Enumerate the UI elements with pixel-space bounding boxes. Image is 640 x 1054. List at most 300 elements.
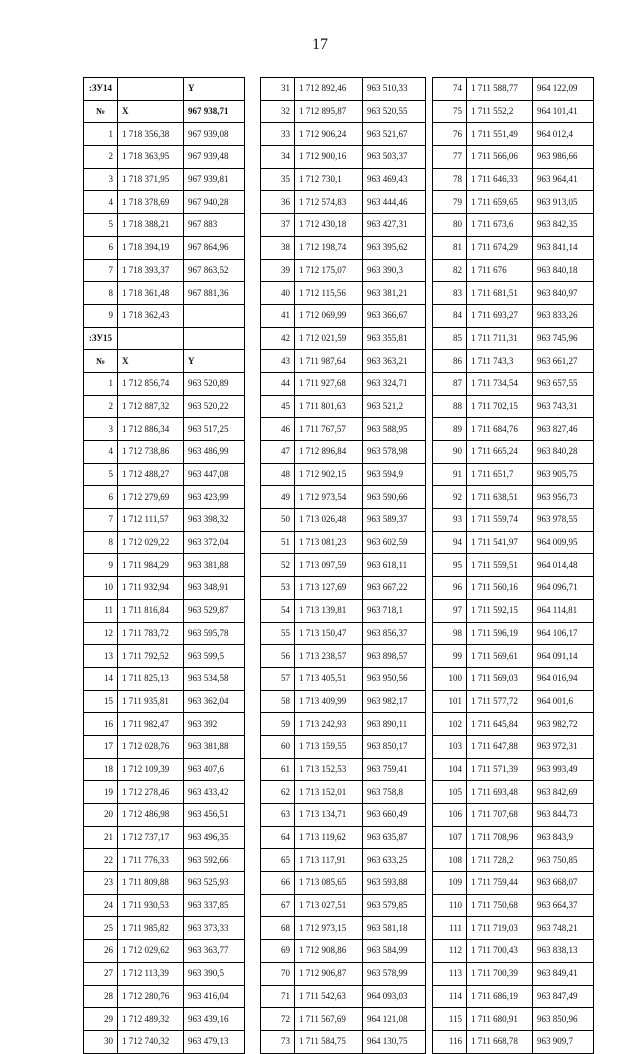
x-coordinate-cell: 1 711 984,29 [118,554,184,577]
point-number-cell: 10 [84,577,118,600]
point-number-cell: 3 [84,168,118,191]
y-coordinate-cell: 964 096,71 [533,577,594,600]
x-coordinate-cell: X [118,100,184,123]
y-coordinate-cell: 964 106,17 [533,622,594,645]
y-coordinate-cell: 967 940,28 [184,191,245,214]
table-row [84,395,245,418]
x-coordinate-cell: 1 711 560,16 [467,577,533,600]
y-coordinate-cell: Y [184,78,245,101]
x-coordinate-cell [118,327,184,350]
table-row [433,713,594,736]
x-coordinate-cell: 1 711 707,68 [467,804,533,827]
point-number-cell: 69 [261,940,295,963]
y-coordinate-cell: 963 890,11 [363,713,426,736]
x-coordinate-cell: 1 711 686,19 [467,985,533,1008]
table-row [261,441,426,464]
point-number-cell: 77 [433,146,467,169]
table-row [84,531,245,554]
point-number-cell: 91 [433,463,467,486]
table-row [84,667,245,690]
x-coordinate-cell: 1 712 738,86 [118,441,184,464]
x-coordinate-cell: 1 711 592,15 [467,599,533,622]
table-row [433,872,594,895]
table-row [433,667,594,690]
y-coordinate-cell: 963 416,04 [184,985,245,1008]
x-coordinate-cell: 1 712 109,39 [118,758,184,781]
point-number-cell: 11 [84,599,118,622]
table-row [433,282,594,305]
y-coordinate-cell: 963 982,72 [533,713,594,736]
x-coordinate-cell: 1 712 111,57 [118,509,184,532]
x-coordinate-cell: 1 713 127,69 [295,577,363,600]
y-coordinate-cell: 963 993,49 [533,758,594,781]
point-number-cell: 46 [261,418,295,441]
table-row [84,781,245,804]
y-coordinate-cell: 963 664,37 [533,894,594,917]
table-row [261,645,426,668]
x-coordinate-cell: 1 713 119,62 [295,826,363,849]
y-coordinate-cell: 963 324,71 [363,372,426,395]
x-coordinate-cell: 1 711 559,74 [467,509,533,532]
y-coordinate-cell: 963 842,69 [533,781,594,804]
point-number-cell: 27 [84,962,118,985]
table-row [261,350,426,373]
y-coordinate-cell: 963 381,21 [363,282,426,305]
point-number-cell: 29 [84,1008,118,1031]
y-coordinate-cell: 963 486,99 [184,441,245,464]
x-coordinate-cell: 1 711 645,84 [467,713,533,736]
table-row [84,463,245,486]
table-row [261,804,426,827]
table-row [433,304,594,327]
y-coordinate-cell: 963 517,25 [184,418,245,441]
point-number-cell: 12 [84,622,118,645]
y-coordinate-cell: 963 964,41 [533,168,594,191]
x-coordinate-cell: 1 711 783,72 [118,622,184,645]
point-number-cell: 70 [261,962,295,985]
point-number-cell: 32 [261,100,295,123]
x-coordinate-cell: 1 712 278,46 [118,781,184,804]
point-number-cell: 22 [84,849,118,872]
x-coordinate-cell: 1 711 816,84 [118,599,184,622]
x-coordinate-cell: 1 712 113,39 [118,962,184,985]
y-coordinate-cell: 963 905,75 [533,463,594,486]
y-coordinate-cell: 967 939,81 [184,168,245,191]
point-number-cell: 73 [261,1030,295,1053]
y-coordinate-cell: 963 479,13 [184,1030,245,1053]
x-coordinate-cell: 1 712 489,32 [118,1008,184,1031]
table-row [84,622,245,645]
y-coordinate-cell: 963 841,14 [533,236,594,259]
x-coordinate-cell: 1 711 542,63 [295,985,363,1008]
point-number-cell: 95 [433,554,467,577]
point-number-cell: 43 [261,350,295,373]
table-row [84,146,245,169]
y-coordinate-cell [184,327,245,350]
y-coordinate-cell: 963 337,85 [184,894,245,917]
point-number-cell: 25 [84,917,118,940]
point-number-cell: 102 [433,713,467,736]
x-coordinate-cell: 1 711 776,33 [118,849,184,872]
y-coordinate-cell: 963 390,3 [363,259,426,282]
point-number-cell: 13 [84,645,118,668]
table-row [433,554,594,577]
x-coordinate-cell: 1 713 134,71 [295,804,363,827]
x-coordinate-cell: 1 711 673,6 [467,214,533,237]
x-coordinate-cell: 1 712 488,27 [118,463,184,486]
point-number-cell: 90 [433,441,467,464]
y-coordinate-cell: 963 398,32 [184,509,245,532]
point-number-cell: 45 [261,395,295,418]
point-number-cell: 53 [261,577,295,600]
table-row [261,735,426,758]
x-coordinate-cell: 1 711 676 [467,259,533,282]
x-coordinate-cell: 1 711 559,51 [467,554,533,577]
point-number-cell: 3 [84,418,118,441]
coordinates-table-3 [432,77,594,1054]
y-coordinate-cell: 963 520,22 [184,395,245,418]
x-coordinate-cell: 1 711 647,88 [467,735,533,758]
y-coordinate-cell: 963 843,9 [533,826,594,849]
table-row [261,713,426,736]
y-coordinate-cell: 963 372,04 [184,531,245,554]
point-number-cell: 31 [261,78,295,101]
table-row [433,645,594,668]
table-row [84,509,245,532]
x-coordinate-cell: 1 712 730,1 [295,168,363,191]
point-number-cell: 57 [261,667,295,690]
y-coordinate-cell: 963 986,66 [533,146,594,169]
x-coordinate-cell: 1 712 902,15 [295,463,363,486]
point-number-cell: 103 [433,735,467,758]
x-coordinate-cell: 1 711 982,47 [118,713,184,736]
y-coordinate-cell: 963 599,5 [184,645,245,668]
point-number-cell: 87 [433,372,467,395]
point-number-cell: 58 [261,690,295,713]
table-row [84,962,245,985]
y-coordinate-cell: 964 014,48 [533,554,594,577]
y-coordinate-cell: 963 529,87 [184,599,245,622]
y-coordinate-cell: 963 850,17 [363,735,426,758]
y-coordinate-cell: 963 618,11 [363,554,426,577]
y-coordinate-cell [184,304,245,327]
x-coordinate-cell: 1 712 069,99 [295,304,363,327]
x-coordinate-cell: 1 711 541,97 [467,531,533,554]
point-number-cell: 40 [261,282,295,305]
x-coordinate-cell: 1 711 792,52 [118,645,184,668]
table-row [84,554,245,577]
point-number-cell: 5 [84,463,118,486]
table-row [84,418,245,441]
y-coordinate-cell: 963 589,37 [363,509,426,532]
y-coordinate-cell: 963 578,99 [363,962,426,985]
x-coordinate-cell: 1 711 684,76 [467,418,533,441]
y-coordinate-cell: 963 840,97 [533,282,594,305]
y-coordinate-cell: 963 602,59 [363,531,426,554]
x-coordinate-cell: 1 711 596,19 [467,622,533,645]
table-row [261,486,426,509]
y-coordinate-cell: 963 392 [184,713,245,736]
y-coordinate-cell: 963 842,35 [533,214,594,237]
x-coordinate-cell: 1 711 651,7 [467,463,533,486]
x-coordinate-cell: 1 718 362,43 [118,304,184,327]
point-number-cell: 17 [84,735,118,758]
table-row [261,463,426,486]
y-coordinate-cell: 963 520,55 [363,100,426,123]
table-row [433,1008,594,1031]
y-coordinate-cell: 963 592,66 [184,849,245,872]
y-coordinate-cell: 963 584,99 [363,940,426,963]
table-row [433,804,594,827]
y-coordinate-cell: 967 864,96 [184,236,245,259]
point-number-cell: 81 [433,236,467,259]
point-number-cell: 97 [433,599,467,622]
x-coordinate-cell: 1 713 152,53 [295,758,363,781]
x-coordinate-cell: 1 711 674,29 [467,236,533,259]
point-number-cell: 74 [433,78,467,101]
table-row [261,985,426,1008]
table-row [261,872,426,895]
point-number-cell: 54 [261,599,295,622]
point-number-cell: 9 [84,554,118,577]
x-coordinate-cell: 1 712 198,74 [295,236,363,259]
y-coordinate-cell: 963 856,37 [363,622,426,645]
table-row [84,282,245,305]
y-coordinate-cell: 963 381,88 [184,735,245,758]
y-coordinate-cell: 963 838,13 [533,940,594,963]
y-coordinate-cell: 967 938,71 [184,100,245,123]
point-number-cell: 61 [261,758,295,781]
point-number-cell: 72 [261,1008,295,1031]
point-number-cell: 24 [84,894,118,917]
table-row [261,372,426,395]
table-row [261,826,426,849]
table-row [84,191,245,214]
table-row [261,123,426,146]
point-number-cell: 51 [261,531,295,554]
point-number-cell: 113 [433,962,467,985]
table-row [261,1008,426,1031]
point-number-cell: 75 [433,100,467,123]
x-coordinate-cell: 1 713 139,81 [295,599,363,622]
point-number-cell: 19 [84,781,118,804]
point-number-cell: 98 [433,622,467,645]
point-number-cell: 71 [261,985,295,1008]
table-row [261,259,426,282]
x-coordinate-cell: 1 712 021,59 [295,327,363,350]
x-coordinate-cell: 1 712 906,24 [295,123,363,146]
x-coordinate-cell: 1 712 028,76 [118,735,184,758]
x-coordinate-cell: 1 711 700,39 [467,962,533,985]
y-coordinate-cell: 963 469,43 [363,168,426,191]
coordinates-table-2 [260,77,426,1054]
y-coordinate-cell: 963 373,33 [184,917,245,940]
y-coordinate-cell: 964 001,6 [533,690,594,713]
x-coordinate-cell: 1 711 750,68 [467,894,533,917]
x-coordinate-cell: 1 711 566,06 [467,146,533,169]
table-row [433,259,594,282]
point-number-cell: 48 [261,463,295,486]
table-row [84,1030,245,1053]
table-row [84,985,245,1008]
y-coordinate-cell: 963 660,49 [363,804,426,827]
x-coordinate-cell: 1 711 551,49 [467,123,533,146]
x-coordinate-cell: 1 711 668,78 [467,1030,533,1053]
point-number-cell: 62 [261,781,295,804]
table-row [261,690,426,713]
y-coordinate-cell: 963 748,21 [533,917,594,940]
x-coordinate-cell: 1 713 027,51 [295,894,363,917]
table-row [433,531,594,554]
point-number-cell: 104 [433,758,467,781]
y-coordinate-cell: 964 091,14 [533,645,594,668]
y-coordinate-cell: 963 840,28 [533,441,594,464]
table-row [433,395,594,418]
y-coordinate-cell: 963 898,57 [363,645,426,668]
y-coordinate-cell: 964 114,81 [533,599,594,622]
table-row [433,849,594,872]
y-coordinate-cell: 963 381,88 [184,554,245,577]
point-number-cell: 112 [433,940,467,963]
point-number-cell: 100 [433,667,467,690]
y-coordinate-cell: 963 456,51 [184,804,245,827]
point-number-cell: № [84,350,118,373]
x-coordinate-cell: 1 711 809,88 [118,872,184,895]
x-coordinate-cell: 1 712 740,32 [118,1030,184,1053]
x-coordinate-cell: 1 712 029,62 [118,940,184,963]
x-coordinate-cell: 1 711 584,75 [295,1030,363,1053]
x-coordinate-cell: 1 713 026,48 [295,509,363,532]
y-coordinate-cell: 963 581,18 [363,917,426,940]
y-coordinate-cell: 967 939,48 [184,146,245,169]
y-coordinate-cell: 963 363,21 [363,350,426,373]
x-coordinate-cell: 1 711 734,54 [467,372,533,395]
table-row [433,372,594,395]
x-coordinate-cell: 1 712 486,98 [118,804,184,827]
table-row [433,168,594,191]
point-number-cell: 6 [84,236,118,259]
y-coordinate-cell: 963 633,25 [363,849,426,872]
point-number-cell: 23 [84,872,118,895]
point-number-cell: 108 [433,849,467,872]
x-coordinate-cell: 1 713 081,23 [295,531,363,554]
x-coordinate-cell: 1 711 932,94 [118,577,184,600]
point-number-cell: 7 [84,259,118,282]
y-coordinate-cell: 963 758,8 [363,781,426,804]
table-row [433,985,594,1008]
x-coordinate-cell: 1 713 150,47 [295,622,363,645]
y-coordinate-cell: 963 590,66 [363,486,426,509]
y-coordinate-cell: 964 009,95 [533,531,594,554]
table-row [433,826,594,849]
x-coordinate-cell: 1 711 711,31 [467,327,533,350]
point-number-cell: 34 [261,146,295,169]
table-row [433,940,594,963]
table-row [84,940,245,963]
point-number-cell: 115 [433,1008,467,1031]
x-coordinate-cell: 1 711 693,48 [467,781,533,804]
x-coordinate-cell: 1 713 238,57 [295,645,363,668]
point-number-cell: 96 [433,577,467,600]
y-coordinate-cell: 963 972,31 [533,735,594,758]
point-number-cell: 111 [433,917,467,940]
point-number-cell: 38 [261,236,295,259]
table-row [261,554,426,577]
x-coordinate-cell: 1 711 680,91 [467,1008,533,1031]
x-coordinate-cell: 1 711 767,57 [295,418,363,441]
point-number-cell: 44 [261,372,295,395]
table-row [261,577,426,600]
point-number-cell: 85 [433,327,467,350]
y-coordinate-cell: 963 635,87 [363,826,426,849]
x-coordinate-cell: 1 718 378,69 [118,191,184,214]
x-coordinate-cell: 1 718 363,95 [118,146,184,169]
x-coordinate-cell: 1 711 646,33 [467,168,533,191]
table-row [433,463,594,486]
table-row [433,146,594,169]
y-coordinate-cell: 967 881,36 [184,282,245,305]
y-coordinate-cell: 963 447,08 [184,463,245,486]
y-coordinate-cell: 963 913,05 [533,191,594,214]
point-number-cell: :ЗУ14 [84,78,118,101]
table-row [84,372,245,395]
x-coordinate-cell: 1 711 638,51 [467,486,533,509]
point-number-cell: 59 [261,713,295,736]
point-number-cell: 7 [84,509,118,532]
y-coordinate-cell: 963 355,81 [363,327,426,350]
table-row [84,894,245,917]
x-coordinate-cell: 1 712 886,34 [118,418,184,441]
table-row [433,622,594,645]
x-coordinate-cell: 1 711 577,72 [467,690,533,713]
point-number-cell: 2 [84,395,118,418]
x-coordinate-cell: 1 711 708,96 [467,826,533,849]
table-row [433,100,594,123]
table-row [261,667,426,690]
x-coordinate-cell: 1 712 856,74 [118,372,184,395]
x-coordinate-cell: 1 711 665,24 [467,441,533,464]
table-row [261,418,426,441]
x-coordinate-cell: 1 718 388,21 [118,214,184,237]
y-coordinate-cell: 963 840,18 [533,259,594,282]
point-number-cell: 42 [261,327,295,350]
point-number-cell: 1 [84,123,118,146]
table-row [433,418,594,441]
table-row [261,849,426,872]
point-number-cell: 82 [433,259,467,282]
x-coordinate-cell: 1 711 681,51 [467,282,533,305]
table-row [261,781,426,804]
table-row [433,350,594,373]
x-coordinate-cell: 1 711 571,39 [467,758,533,781]
point-number-cell: 106 [433,804,467,827]
x-coordinate-cell: 1 711 569,61 [467,645,533,668]
y-coordinate-cell: 963 362,04 [184,690,245,713]
point-number-cell: 110 [433,894,467,917]
table-row [261,327,426,350]
y-coordinate-cell: 963 718,1 [363,599,426,622]
y-coordinate-cell: 963 978,55 [533,509,594,532]
y-coordinate-cell: 963 661,27 [533,350,594,373]
y-coordinate-cell: 964 012,4 [533,123,594,146]
point-number-cell: 8 [84,531,118,554]
point-number-cell: 5 [84,214,118,237]
point-number-cell: 15 [84,690,118,713]
y-coordinate-cell: 964 122,09 [533,78,594,101]
y-coordinate-cell: 963 833,26 [533,304,594,327]
x-coordinate-cell: 1 711 930,53 [118,894,184,917]
table-row [433,191,594,214]
